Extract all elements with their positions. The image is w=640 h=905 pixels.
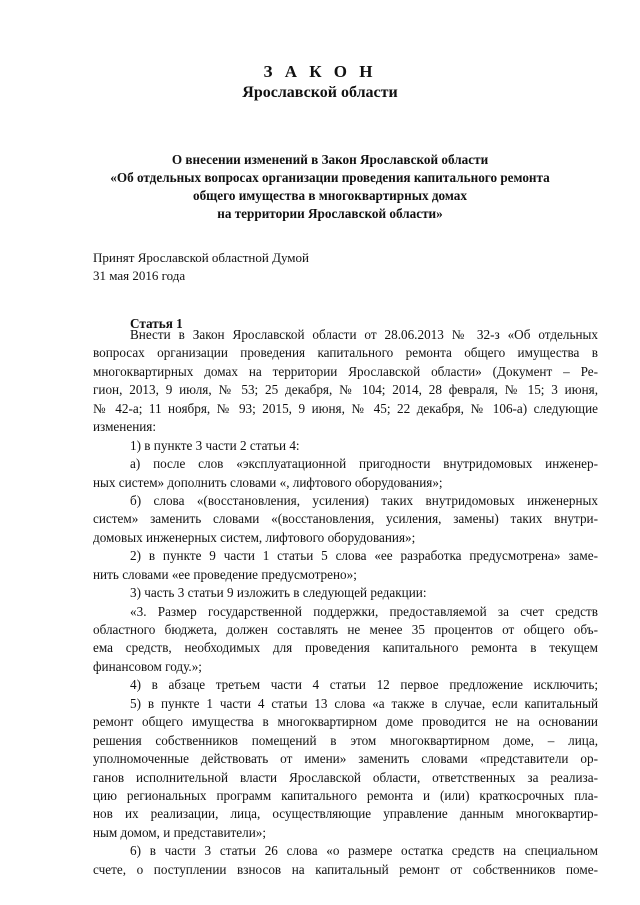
- body-line: уполномоченные действовать от имени» заменить словами «представители ор-: [93, 751, 598, 767]
- body-line: систем» заменить словами «(восстановления, усиления, замены) таких внутри-: [93, 511, 598, 527]
- adoption-date: 31 мая 2016 года: [93, 268, 186, 283]
- body-line: нить словами «ее проведение предусмотрено»;: [93, 566, 357, 582]
- body-line: 6) в части 3 статьи 26 слова «о размере остатка средств на специальном: [130, 843, 598, 859]
- body-line: вопросах организации проведения капитального ремонта общего имущества в: [93, 345, 598, 361]
- body-line: многоквартирных домах на территории Ярославской области» (Документ – Ре-: [93, 363, 598, 379]
- body-line: № 42-а; 11 ноября, № 93; 2015, 9 июня, № 45; 22 декабря, № 106-а) следующие: [93, 400, 598, 416]
- body-line: 5) в пункте 1 части 4 статьи 13 слова «а также в случае, если капитальный: [130, 695, 598, 711]
- adoption-info: [93, 249, 309, 285]
- body-line: б) слова «(восстановления, усиления) таких внутридомовых инженерных: [130, 492, 598, 508]
- body-line: ремонт общего имущества в многоквартирном доме проводится не на основании: [93, 714, 598, 730]
- body-line: а) после слов «эксплуатационной пригодности внутридомовых инженер-: [130, 456, 598, 472]
- body-line: 2) в пункте 9 части 1 статьи 5 слова «ее разработка предусмотрена» заме-: [130, 548, 598, 564]
- law-region: Ярославской области: [242, 84, 398, 101]
- body-line: «3. Размер государственной поддержки, предоставляемой за счет средств: [130, 603, 598, 619]
- body-line: изменения:: [93, 419, 157, 435]
- law-title: З А К О Н: [263, 62, 377, 81]
- body-line: ганов исполнительной власти Ярославской области, ответственных за реализа-: [93, 769, 598, 785]
- heading-line: О внесении изменений в Закон Ярославской области: [171, 152, 489, 167]
- body-line: решения собственников помещений в этом многоквартирном доме, – лица,: [93, 732, 598, 748]
- body-line: гион, 2013, 9 июля, № 53; 25 декабря, № 104; 2014, 28 февраля, № 15; 3 июня,: [93, 382, 598, 398]
- body-line: ным домом, и представители»;: [93, 824, 267, 840]
- article-title: Статья 1: [130, 316, 183, 331]
- body-line: ных систем» дополнить словами «, лифтового оборудования»;: [93, 474, 443, 490]
- law-heading: [60, 151, 600, 223]
- body-line: ема средств, необходимых для проведения капитального ремонта в текущем: [93, 640, 598, 656]
- body-line: счете, о поступлении взносов на капитальный ремонт от собственников поме-: [93, 861, 598, 877]
- article-body: [93, 326, 598, 879]
- body-line: домовых инженерных систем, лифтового оборудования»;: [93, 529, 416, 545]
- heading-line: общего имущества в многоквартирных домах: [192, 188, 467, 203]
- body-line: областного бюджета, должен составлять не менее 35 процентов от общего объ-: [93, 622, 598, 637]
- body-line: 1) в пункте 3 части 2 статьи 4:: [130, 437, 300, 453]
- body-line: Внести в Закон Ярославской области от 28.06.2013 № 32-з «Об отдельных: [130, 327, 598, 342]
- body-line: финансовом году.»;: [93, 658, 202, 674]
- heading-line: на территории Ярославской области»: [217, 206, 443, 221]
- heading-line: «Об отдельных вопросах организации проведения капитального ремонта: [110, 170, 550, 185]
- adopted-by: Принят Ярославской областной Думой: [93, 250, 309, 265]
- body-line: 4) в абзаце третьем части 4 статьи 12 первое предложение исключить;: [130, 677, 598, 693]
- body-line: 3) часть 3 статьи 9 изложить в следующей редакции:: [130, 585, 427, 601]
- body-line: цию региональных программ капитального ремонта и (или) краткосрочных пла-: [93, 787, 598, 803]
- body-line: нов их реализации, лица, осуществляющие управление данным многоквартир-: [93, 806, 598, 822]
